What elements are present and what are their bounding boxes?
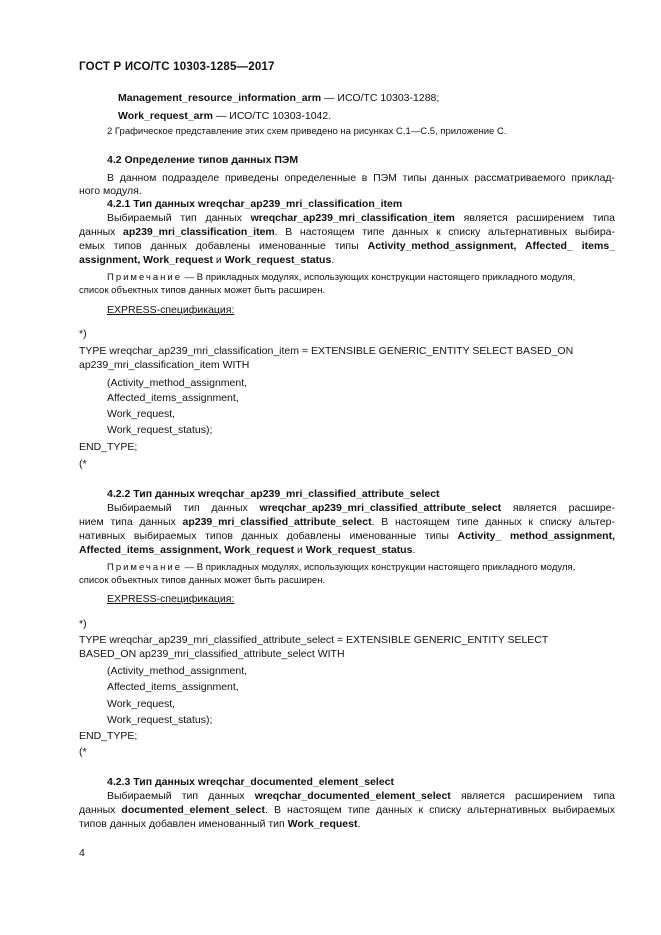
code-line: ap239_mri_classification_item WITH <box>79 359 250 371</box>
code-line: Work_request_status); <box>107 714 213 726</box>
footnote: 2 Графическое представление этих схем приведено на рисунках C.1—C.5, приложение C. <box>107 126 507 137</box>
note: список объектных типов данных может быть расширен. <box>79 575 326 586</box>
paragraph: емых типов данных добавлены именованные типы Activity_method_assignment, Affected_ items_ <box>79 240 615 252</box>
section-title: 4.2.1 Тип данных wreqchar_ap239_mri_classification_item <box>107 198 403 210</box>
paragraph: данных documented_element_select. В настоящем типе данных к списку альтернативных выбираемых <box>79 804 615 816</box>
paragraph: нативных выбираемых типов данных добавлены именованные типы Activity_ method_assignment, <box>79 530 615 542</box>
code-line: *) <box>79 618 87 630</box>
note: Примечание — В прикладных модулях, использующих конструкции настоящего прикладного модуля, <box>107 272 576 283</box>
code-line: Work_request, <box>107 698 176 710</box>
code-line: (Activity_method_assignment, <box>107 377 248 389</box>
paragraph: В данном подразделе приведены определенные в ПЭМ типы данных рассматриваемого приклад- <box>107 172 615 184</box>
paragraph: ного модуля. <box>79 185 142 197</box>
section-title: 4.2.2 Тип данных wreqchar_ap239_mri_classified_attribute_select <box>107 488 440 500</box>
paragraph: assignment, Work_request и Work_request_status. <box>79 254 335 266</box>
page-number: 4 <box>79 847 85 859</box>
code-line: END_TYPE; <box>79 730 138 742</box>
ref-line: Management_resource_information_arm — ИСО/ТС 10303-1288; <box>118 92 440 104</box>
code-line: Affected_items_assignment, <box>107 392 239 404</box>
paragraph: типов данных добавлен именованный тип Work_request. <box>79 818 361 830</box>
code-line: TYPE wreqchar_ap239_mri_classified_attribute_select = EXTENSIBLE GENERIC_ENTITY SELECT <box>79 634 549 646</box>
section-title: 4.2 Определение типов данных ПЭМ <box>107 154 299 166</box>
paragraph: данных ap239_mri_classification_item. В настоящем типе данных к списку альтернативных выбира- <box>79 226 616 238</box>
note: список объектных типов данных может быть расширен. <box>79 285 326 296</box>
paragraph: нием типа данных ap239_mri_classified_attribute_select. В настоящем типе данных к списку альтер- <box>79 516 615 528</box>
paragraph: Affected_items_assignment, Work_request и Work_request_status. <box>79 544 416 556</box>
document-header: ГОСТ Р ИСО/ТС 10303-1285—2017 <box>79 61 275 73</box>
ref-line: Work_request_arm — ИСО/ТС 10303-1042. <box>118 110 332 122</box>
code-line: Affected_items_assignment, <box>107 681 239 693</box>
paragraph: Выбираемый тип данных wreqchar_ap239_mri_classified_attribute_select является расшире- <box>107 502 615 514</box>
section-title: 4.2.3 Тип данных wreqchar_documented_element_select <box>107 776 394 788</box>
code-line: TYPE wreqchar_ap239_mri_classification_item = EXTENSIBLE GENERIC_ENTITY SELECT BASED_ON <box>79 345 574 357</box>
note: Примечание — В прикладных модулях, использующих конструкции настоящего прикладного модуля, <box>107 562 576 573</box>
code-line: (* <box>79 746 87 758</box>
code-line: (* <box>79 458 87 470</box>
paragraph: Выбираемый тип данных wreqchar_documented_element_select является расширением типа <box>107 790 615 802</box>
express-label: EXPRESS-спецификация: <box>107 304 235 316</box>
code-line: BASED_ON ap239_mri_classified_attribute_select WITH <box>79 648 345 660</box>
code-line: Work_request_status); <box>107 424 213 436</box>
code-line: Work_request, <box>107 408 176 420</box>
code-line: *) <box>79 328 87 340</box>
code-line: END_TYPE; <box>79 441 138 453</box>
code-line: (Activity_method_assignment, <box>107 665 248 677</box>
paragraph: Выбираемый тип данных wreqchar_ap239_mri_classification_item является расширением типа <box>107 212 615 224</box>
express-label: EXPRESS-спецификация: <box>107 593 235 605</box>
